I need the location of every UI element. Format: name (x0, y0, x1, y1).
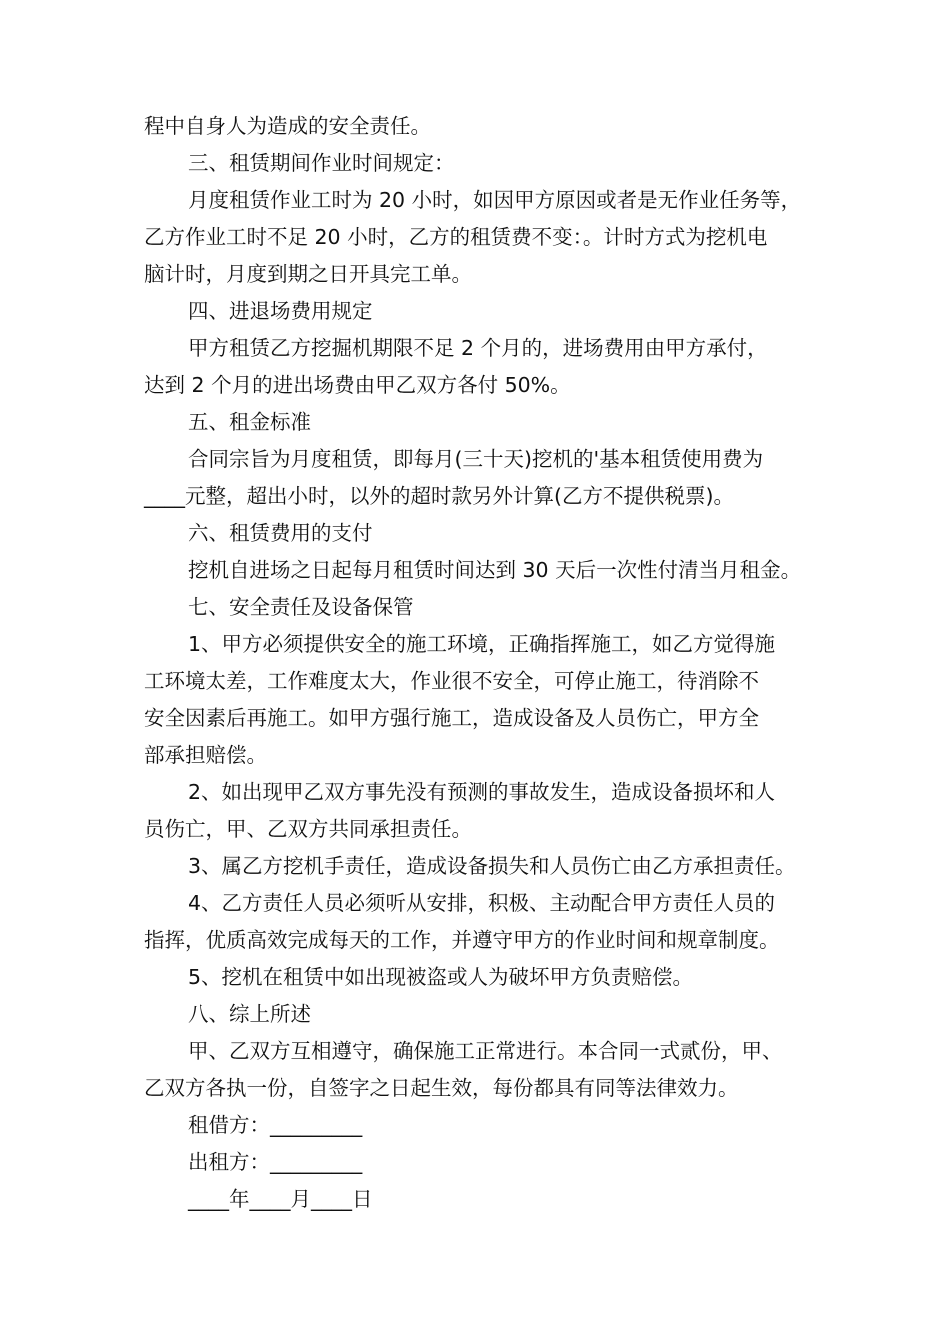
text-line-5: 脑计时，月度到期之日开具完工单。 (144, 262, 472, 286)
section-heading-5: 五、租金标准 (188, 410, 311, 434)
text-line-27: 乙双方各执一份，自签字之日起生效，每份都具有同等法律效力。 (144, 1076, 739, 1100)
text-line-24: 5、挖机在租赁中如出现被盗或人为破坏甲方负责赔偿。 (188, 965, 694, 989)
text-line-15: 1、甲方必须提供安全的施工环境，正确指挥施工，如乙方觉得施 (188, 632, 776, 656)
text-line-21: 3、属乙方挖机手责任，造成设备损失和人员伤亡由乙方承担责任。 (188, 854, 796, 878)
text-line-17: 安全因素后再施工。如甲方强行施工，造成设备及人员伤亡，甲方全 (144, 706, 759, 730)
section-heading-4: 四、进退场费用规定 (188, 299, 373, 323)
date-line: ____年____月____日 (188, 1187, 373, 1211)
lessee-signature-line: 租借方：_________ (188, 1113, 363, 1137)
text-line-11: ____元整，超出小时，以外的超时款另外计算(乙方不提供税票)。 (144, 484, 734, 508)
text-line-16: 工环境太差，工作难度太大，作业很不安全，可停止施工，待消除不 (144, 669, 759, 693)
text-line-3: 月度租赁作业工时为 20 小时，如因甲方原因或者是无作业任务等， (188, 188, 802, 212)
text-line-8: 达到 2 个月的进出场费由甲乙双方各付 50%。 (144, 373, 571, 397)
section-heading-3: 三、租赁期间作业时间规定： (188, 151, 455, 175)
text-line-22: 4、乙方责任人员必须听从安排，积极、主动配合甲方责任人员的 (188, 891, 776, 915)
text-line-18: 部承担赔偿。 (144, 743, 267, 767)
text-line-1: 程中自身人为造成的安全责任。 (144, 114, 431, 138)
text-line-7: 甲方租赁乙方挖掘机期限不足 2 个月的，进场费用由甲方承付， (188, 336, 768, 360)
text-line-13: 挖机自进场之日起每月租赁时间达到 30 天后一次性付清当月租金。 (188, 558, 802, 582)
text-line-20: 员伤亡，甲、乙双方共同承担责任。 (144, 817, 472, 841)
lessor-signature-line: 出租方：_________ (188, 1150, 363, 1174)
text-line-23: 指挥，优质高效完成每天的工作，并遵守甲方的作业时间和规章制度。 (144, 928, 780, 952)
text-line-10: 合同宗旨为月度租赁，即每月(三十天)挖机的'基本租赁使用费为 (188, 447, 764, 471)
section-heading-7: 七、安全责任及设备保管 (188, 595, 414, 619)
section-heading-6: 六、租赁费用的支付 (188, 521, 373, 545)
text-line-19: 2、如出现甲乙双方事先没有预测的事故发生，造成设备损坏和人 (188, 780, 776, 804)
text-line-26: 甲、乙双方互相遵守，确保施工正常进行。本合同一式贰份，甲、 (188, 1039, 783, 1063)
section-heading-8: 八、综上所述 (188, 1002, 311, 1026)
text-line-4: 乙方作业工时不足 20 小时，乙方的租赁费不变：。计时方式为挖机电 (144, 225, 768, 249)
document-body (144, 108, 824, 1218)
